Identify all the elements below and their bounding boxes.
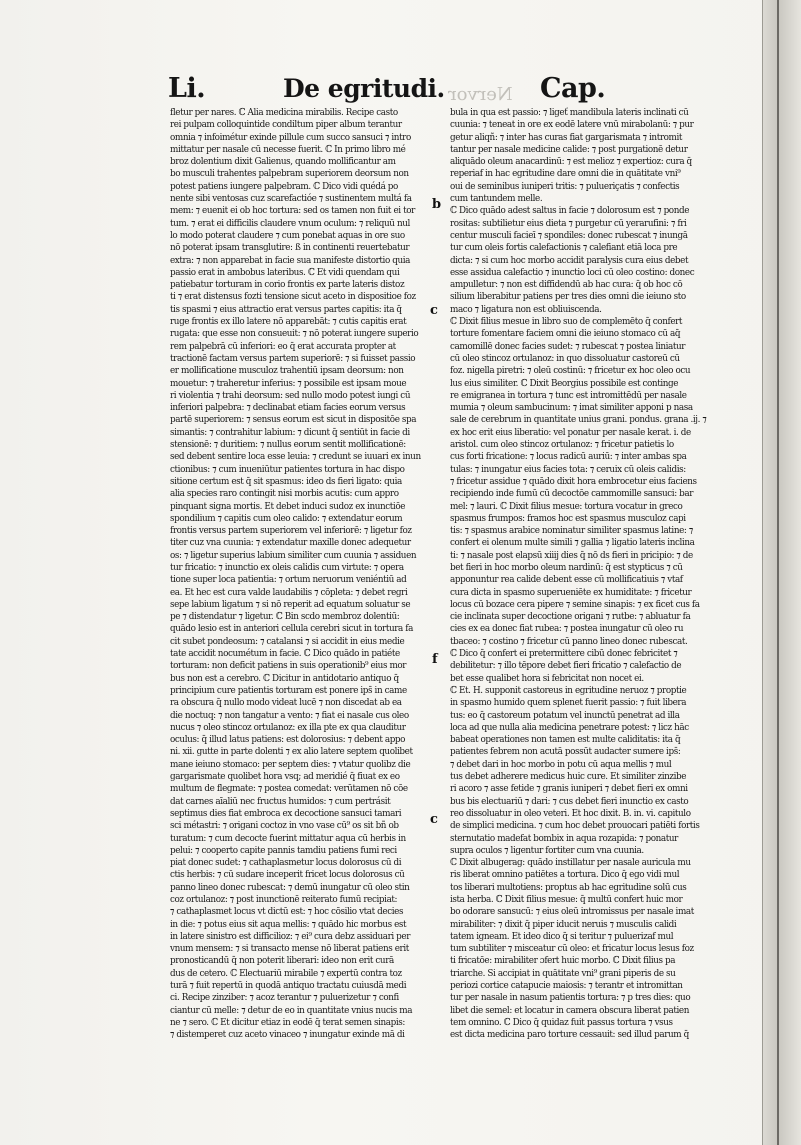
- text-line: sale de cerebrum in quantitate unius grani. pondus. grana .ij. ⁊: [450, 414, 707, 426]
- text-line: ctis herbis: ⁊ cū sudare inceperit fricet locus dolorosus cū: [170, 869, 405, 881]
- text-line: reperiaf in hac egritudine dare omni die in quātitate vni⁹: [450, 168, 681, 180]
- text-line: recipiendo inde fumū cū decoctōe cammomille sansuci: bar: [450, 488, 694, 500]
- text-line: est dicta medicina paro torture cessauit: sed illud parum q̄: [450, 1029, 689, 1041]
- text-line: rem palpebrā cū inferiori: eo q̄ erat accurata propter at: [170, 340, 396, 352]
- text-line: cum tantundem melle.: [450, 193, 543, 205]
- text-line: nō poterat ipsam transglutire: ß in continenti reuertebatur: [170, 242, 410, 254]
- text-line: mittatur per nasale cū necesse fuerit. ℂ In primo libro mé: [170, 143, 406, 155]
- text-line: mane ieiuno stomaco: per septem dies: ⁊ vtatur quolibz die: [170, 758, 411, 770]
- text-line: ⁊ debet dari in hoc morbo in potu cū aqua mellis ⁊ mul: [450, 758, 672, 770]
- text-line: ℂ Dico q̄ confert ei pretermittere cibū donec febricitet ⁊: [450, 648, 678, 660]
- text-line: aliquādo oleum anacardinū: ⁊ est melioz ⁊ expertioz: cura q̄: [450, 156, 692, 168]
- text-line: bo odorare sansucū: ⁊ eius oleū intromissus per nasale imat: [450, 906, 694, 918]
- text-line: ctionibus: ⁊ cum inueniūtur patientes tortura in hac dispo: [170, 463, 405, 475]
- text-line: tem omnino. ℂ Dico q̄ quidaz fuit passus tortura ⁊ vsus: [450, 1016, 673, 1028]
- text-line: vnum mensem: ⁊ si transacto mense nō liberat patiens erit: [170, 943, 409, 955]
- text-line: dus de cetero. ℂ Electuariū mirabile ⁊ expertū contra toz: [170, 967, 402, 979]
- text-line: piat donec sudet: ⁊ cathaplasmetur locus dolorosus cū di: [170, 857, 402, 869]
- text-line: pelui: ⁊ cooperto capite pannis tamdiu patiens fumi reci: [170, 844, 397, 856]
- text-line: tur cum oleis fortis calefactionis ⁊ calefiant etiā loca pre: [450, 242, 678, 254]
- text-line: silium liberabitur patiens per tres dies omni die ieiuno sto: [450, 291, 686, 303]
- text-line: gargarismate quolibet hora vsq; ad meridié q̄ fiuat ex eo: [170, 771, 400, 783]
- text-line: stensionē: ⁊ duritiem: ⁊ nullus eorum sentit mollificationē:: [170, 439, 406, 451]
- text-line: broz dolentium dixit Galienus, quando mollificantur am: [170, 156, 396, 168]
- text-line: ne ⁊ sero. ℂ Et dicitur etiaz in eodē q̄ terat semen sinapis:: [170, 1016, 405, 1028]
- folio-label: Li.: [168, 73, 206, 104]
- text-line: rei pulpam colloquintide condiltum piper album terantur: [170, 119, 402, 131]
- text-line: debilitetur: ⁊ illo tēpore debet fieri fricatio ⁊ calefactio de: [450, 660, 682, 672]
- text-line: sitione certum est q̄ sit spasmus: ideo ds fieri ligato: quia: [170, 475, 402, 487]
- text-line: sci métastri: ⁊ origani coctoz in vno vase cū⁹ os sit bñ ob: [170, 820, 399, 832]
- text-line: os: ⁊ ligetur superius labium similiter cum cuunia ⁊ assiduen: [170, 549, 417, 561]
- text-line: reo dissoluatur in oleo veteri. Et hoc dixit. B. in. vi. capitulo: [450, 807, 691, 819]
- text-line: lus eius similiter. ℂ Dixit Beorgius possibile est continge: [450, 377, 679, 389]
- text-line: tatem igneam. Et ideo dico q̄ si teritur ⁊ puluerizaf mul: [450, 930, 674, 942]
- adjacent-page-edge: [762, 0, 801, 1145]
- text-line: centur musculi facieī ⁊ spondiles: donec rubescat ⁊ inungā: [450, 229, 688, 241]
- text-line: titer cuz vna cuunia: ⁊ extendatur maxille donec adequetur: [170, 537, 411, 549]
- text-line: ci. Recipe zinziber: ⁊ acoz terantur ⁊ puluerizetur ⁊ confi: [170, 992, 399, 1004]
- text-line: cit subet pondeosum: ⁊ catalansi ⁊ si accidit in eius medie: [170, 635, 405, 647]
- text-line: spondilium ⁊ capitis cum oleo calido: ⁊ extendatur eorum: [170, 512, 403, 524]
- text-line: bet esse qualibet hora si febricitat non nocet ei.: [450, 672, 644, 684]
- text-line: camomillē donec facies sudet: ⁊ rubescat ⁊ postea liniatur: [450, 340, 686, 352]
- text-line: mem: ⁊ euenit ei ob hoc tortura: sed os tamen non fuit ei tor: [170, 205, 415, 217]
- text-line: mirabiliter: ⁊ dixit q̄ piper iducit neruis ⁊ musculis calidi: [450, 918, 677, 930]
- text-line: tis: ⁊ spasmus arabice nominatur similiter spasmus latine: ⁊: [450, 525, 693, 537]
- margin-letter-f: f: [432, 652, 438, 667]
- text-line: patientes febrem non acutā possūt audacter sumere ips̄:: [450, 746, 681, 758]
- text-line: pronosticandū q̄ non poterit liberari: ideo non erit curā: [170, 955, 394, 967]
- text-line: in spasmo humido quem splenet fuerit passio: ⁊ fuit libera: [450, 697, 687, 709]
- text-line: cies ex ea donec fiat rubea: ⁊ postea inungatur cū oleo ru: [450, 623, 684, 635]
- text-line: ℂ Dixit filius mesue in libro suo de complemēto q̄ confert: [450, 316, 683, 328]
- text-line: simantis: ⁊ contrahitur labium: ⁊ dicunt q̄ sentiūt in facie di: [170, 426, 410, 438]
- text-line: in latere sinistro est difficilioz: ⁊ ei⁹ cura debz assiduari per: [170, 930, 411, 942]
- text-line: tulas: ⁊ inungatur eius facies tota: ⁊ ceruix cū oleis calidis:: [450, 463, 686, 475]
- text-line: ris liberat omnino patiētes a tortura. Dico q̄ ego vidi mul: [450, 869, 680, 881]
- text-line: potest patiens iungere palpebram. ℂ Dico vidi quédá po: [170, 180, 398, 192]
- margin-letter-c: c: [430, 303, 438, 318]
- text-line: ri violentia ⁊ trahi deorsum: sed nullo modo potest iungi cū: [170, 389, 411, 401]
- text-line: nente sibi ventosas cuz scarefactióe ⁊ sustinentem multá fa: [170, 193, 412, 205]
- text-line: foz. nigella piretri: ⁊ oleū costinū: ⁊ fricetur ex hoc oleo ocu: [450, 365, 691, 377]
- text-line: oculus: q̄ illud latus patiens: est dolorosius: ⁊ debent appo: [170, 734, 406, 746]
- text-line: ni. xii. gutte in parte dolenti ⁊ ex alio latere septem quolibet: [170, 746, 413, 758]
- margin-letter-c-second: c: [430, 812, 438, 827]
- text-line: bo musculi trahentes palpebram superiorem deorsum non: [170, 168, 409, 180]
- text-line: ra obscura q̄ nullo modo videat lucē ⁊ non discedat ab ea: [170, 697, 402, 709]
- text-line: tus debet adherere medicus huic cure. Et similiter zinzibe: [450, 771, 687, 783]
- text-line: mouetur: ⁊ traheretur inferius: ⁊ possibile est ipsam moue: [170, 377, 407, 389]
- text-line: ⁊ fricetur assidue ⁊ quādo dixit hora embrocetur eius faciens: [450, 475, 697, 487]
- text-line: ℂ Et. H. supponit castoreus in egritudine neruoz ⁊ proptie: [450, 684, 687, 696]
- text-line: cus forti fricatione: ⁊ locus radicū auriū: ⁊ inter ambas spa: [450, 451, 687, 463]
- margin-letter-b: b: [432, 197, 442, 212]
- text-line: ℂ Dico quādo adest saltus in facie ⁊ dolorosum est ⁊ ponde: [450, 205, 690, 217]
- text-line: extra: ⁊ non apparebat in facie sua manifeste distortio quia: [170, 254, 411, 266]
- text-line: supra oculos ⁊ ligentur fortiter cum vna cuunia.: [450, 844, 644, 856]
- text-line: bus bis electuariū ⁊ dari: ⁊ cus debet fieri inunctio ex casto: [450, 795, 689, 807]
- text-line: alia species raro contingit nisi morbis acutis: cum appro: [170, 488, 399, 500]
- text-line: loca ad que nulla alia medicina penetrare potest: ⁊ licz hāc: [450, 721, 689, 733]
- text-line: passio erat in ambobus lateribus. ℂ Et vidi quendam qui: [170, 266, 400, 278]
- text-line: panno lineo donec rubescat: ⁊ demū inungatur cū oleo stin: [170, 881, 410, 893]
- text-line: sed debent sentire loca esse leuia: ⁊ credunt se iuuari ex inun: [170, 451, 421, 463]
- text-line: ruge frontis ex illo latere nō apparebāt: ⁊ cutis capitis erat: [170, 316, 407, 328]
- text-line: cuunia: ⁊ teneat in ore ex eodē latere vnū mirabolanū: ⁊ pur: [450, 119, 694, 131]
- show-through-text: Nervor: [448, 84, 513, 105]
- text-line: bus non est a cerebro. ℂ Dicitur in antidotario antiquo q̄: [170, 672, 399, 684]
- text-line: bula in qua est passio: ⁊ ligeť mandibula lateris inclinati cū: [450, 107, 689, 118]
- text-line: coz ortulanoz: ⁊ post inunctionē reiterato fumū recipiat:: [170, 894, 398, 905]
- text-line: pinquant signa mortis. Et debet induci sudoz ex inunctiōe: [170, 500, 406, 512]
- text-line: tur fricatio: ⁊ inunctio ex oleis calidis cum virtute: ⁊ opera: [170, 561, 404, 573]
- text-line: ti fricatōe: mirabiliter ɔfert huic morbo. ℂ Dixit filius pa: [450, 955, 676, 967]
- text-line: tur per nasale in nasum patientis tortura: ⁊ p tres dies: quo: [450, 992, 691, 1004]
- text-line: turatum: ⁊ cum decocte fuerint mittatur aqua cū herbis in: [170, 832, 406, 844]
- text-line: tis spasmi ⁊ eius attractio erat versus partes capitis: ita q̄: [170, 303, 402, 315]
- text-line: mel: ⁊ lauri. ℂ Dixit filius mesue: tortura vocatur in greco: [450, 500, 683, 512]
- text-line: apponuntur rea calide debent esse cū mollificatiuis ⁊ vtaf: [450, 574, 683, 586]
- text-line: re emigranea in tortura ⁊ tunc est intromittēdū per nasale: [450, 389, 687, 401]
- text-line: tate accidit nocumétum in facie. ℂ Dico quādo in patiéte: [170, 648, 400, 660]
- text-line: ⁊ cathaplasmet locus vt dictū est: ⁊ hoc cōsilio vtat decies: [170, 906, 404, 918]
- text-line: nucus ⁊ oleo stincoz ortulanoz: ex illa pte ex qua clauditur: [170, 721, 406, 733]
- text-line: in die: ⁊ potus eius sit aqua mellis: ⁊ quādo hic morbus est: [170, 918, 407, 930]
- chapter-label: Cap.: [540, 73, 606, 104]
- text-line: oui de seminibus iuniperi tritis: ⁊ pulueriçatis ⁊ confectis: [450, 180, 680, 192]
- text-line: locus cū bozace cera pipere ⁊ semine sinapis: ⁊ ex ficet cus fa: [450, 598, 700, 610]
- text-line: tantur per nasale medicine calide: ⁊ post purgationē detur: [450, 143, 688, 155]
- text-line: tos liberari multotiens: proptus ab hac egritudine solū cus: [450, 881, 687, 893]
- text-line: rugata: que esse non consueuit: ⁊ nō poterat iungere superio: [170, 328, 419, 340]
- text-line: torturam: non deficit patiens in suis operationib⁹ eius mor: [170, 660, 407, 672]
- text-line: bet fieri in hoc morbo oleum nardinū: q̄ est stypticus ⁊ cū: [450, 561, 683, 573]
- text-line: ⁊ distemperet cuz aceto vinaceo ⁊ inungatur exinde mā di: [170, 1029, 405, 1041]
- text-line: tus: eo q̄ castoreum potatum vel inunctū penetrat ad illa: [450, 709, 680, 721]
- text-line: ista herba. ℂ Dixit filius mesue: q̄ multū confert huic mor: [450, 894, 683, 905]
- text-line: ti: ⁊ nasale post elapsū xiiij dies q̄ nō ds fieri in pricipio: ⁊ de: [450, 549, 693, 561]
- text-line: esse assidua calefactio ⁊ inunctio loci cū oleo costino: donec: [450, 266, 695, 278]
- text-line: ciantur cū melle: ⁊ detur de eo in quantitate vnius nucis ma: [170, 1004, 413, 1016]
- text-line: mumia ⁊ oleum sambucinum: ⁊ imat similiter apponi p nasa: [450, 402, 693, 414]
- text-line: partē superiorem: ⁊ sensus eorum est sicut in dispositōe spa: [170, 414, 417, 426]
- text-line: turā ⁊ fuit repertū in quodā antiquo tractatu cuiusdā medi: [170, 980, 407, 992]
- text-line: ℂ Dixit albugerag: quādo instillatur per nasale auricula mu: [450, 857, 691, 869]
- left-text-column: [170, 107, 421, 1042]
- text-line: aristol. cum oleo stincoz ortulanoz: ⁊ fricetur patietis lo: [450, 439, 674, 451]
- right-text-column: [450, 107, 707, 1042]
- text-line: torture fomentare faciem omni die ieiuno stomaco cū aq̄: [450, 328, 681, 340]
- text-line: sternutatio madefat bombix in aqua rozapida: ⁊ ponatur: [450, 832, 678, 844]
- gutter-shadow: [777, 0, 779, 1145]
- text-line: cū oleo stincoz ortulanoz: in quo dissoluatur castoreū cū: [450, 352, 680, 364]
- text-line: periozi cortice catapucie maiosis: ⁊ terantr et intromittan: [450, 980, 683, 992]
- text-line: frontis versus partem superiorem vel inferiorē: ⁊ ligetur foz: [170, 525, 412, 537]
- text-line: cie inclinata super decoctione origani ⁊ rutbe: ⁊ abluatur fa: [450, 611, 691, 623]
- text-line: lo modo poterat claudere ⁊ cum ponebat aquas in ore suo: [170, 229, 405, 241]
- text-line: septimus dies fiat embroca ex decoctione sansuci tamari: [170, 807, 402, 819]
- text-line: ri acoro ⁊ asse fetide ⁊ granis iuniperi ⁊ debet fieri ex omni: [450, 783, 688, 795]
- text-line: patiebatur torturam in corio frontis ex parte lateris distoz: [170, 279, 405, 291]
- text-line: maco ⁊ ligatura non est obliuiscenda.: [450, 303, 602, 315]
- text-line: dat carnes aīaliū nec fructus humidos: ⁊ cum pertrásit: [170, 795, 391, 807]
- text-line: tum subtiliter ⁊ misceatur cū oleo: et fricatur locus lesus foz: [450, 943, 694, 955]
- text-line: ampulletur: ⁊ non est diffidendū ab hac cura: q̄ ob hoc cō: [450, 279, 683, 291]
- text-line: ea. Et hec est cura valde laudabilis ⁊ cōpleta: ⁊ debet regri: [170, 586, 408, 598]
- text-line: tractionē factam versus partem superiorē: ⁊ si fuisset passio: [170, 352, 416, 364]
- text-line: die noctuq: ⁊ non tangatur a vento: ⁊ fiat ei nasale cus oleo: [170, 709, 409, 721]
- text-line: fletur per nares. ℂ Alia medicina mirabilis. Recipe casto: [170, 107, 398, 118]
- text-line: dicta: ⁊ si cum hoc morbo accidit paralysis cura eius debet: [450, 254, 689, 266]
- text-line: ti ⁊ erat distensus fozti tensione sicut aceto in dispositioe foz: [170, 291, 416, 303]
- text-line: getur aliqñ: ⁊ inter has curas fiat gargarismata ⁊ intromit: [450, 131, 683, 143]
- running-title: De egritudi.: [283, 74, 445, 103]
- text-line: de simplici medicina. ⁊ cum hoc debet prouocari patiēti fortis: [450, 820, 700, 832]
- text-line: omnia ⁊ infoimétur exinde pillule cum succo sansuci ⁊ intro: [170, 131, 411, 143]
- running-header: [0, 70, 760, 110]
- text-line: sepe labium ligatum ⁊ si nō reperit ad equatum soluatur se: [170, 598, 411, 610]
- text-line: pe ⁊ distendatur ⁊ ligetur. ℂ Bin scdo membroz dolentiū:: [170, 611, 400, 623]
- text-line: babeat operationes non tamen est multe caliditatis: ita q̄: [450, 734, 681, 746]
- text-line: cura dicta in spasmo superueniēte ex humiditate: ⁊ fricetur: [450, 586, 692, 598]
- text-line: multum de flegmate: ⁊ postea comedat: verūtamen nō cōe: [170, 783, 408, 795]
- text-line: tum. ⁊ erat ei difficilis claudere vnum oculum: ⁊ reliquū nul: [170, 217, 410, 229]
- text-line: quādo lesio est in anteriori cellula cerebri sicut in tortura fa: [170, 623, 413, 635]
- text-line: inferiori palpebra: ⁊ declinabat etiam facies eorum versus: [170, 402, 406, 414]
- text-line: triarche. Si accipiat in quātitate vni⁹ grani piperis de su: [450, 967, 676, 979]
- text-line: confert ei olenum multe simili ⁊ gallia ⁊ ligatio lateris inclina: [450, 537, 695, 549]
- text-line: tbaceo: ⁊ costino ⁊ fricetur cū panno lineo donec rubescat.: [450, 635, 688, 647]
- text-line: ex hoc erit eius liberatio: vel ponatur per nasale kerat. i. de: [450, 426, 691, 438]
- text-line: principium cure patientis torturam est ponere ips̄ in came: [170, 684, 407, 696]
- text-line: rositas: subtilietur eius dieta ⁊ purgetur cū yerarufini: ⁊ fri: [450, 217, 687, 229]
- text-line: er mollificatione musculoz trahentiū ipsam deorsum: non: [170, 365, 404, 377]
- text-line: spasmus frumpos: framos hoc est spasmus musculoz capi: [450, 512, 686, 524]
- text-line: tione super loca patientia: ⁊ ortum neruorum veniéntiū ad: [170, 574, 407, 586]
- text-line: libet die semel: et locatur in camera obscura liberat patien: [450, 1004, 690, 1016]
